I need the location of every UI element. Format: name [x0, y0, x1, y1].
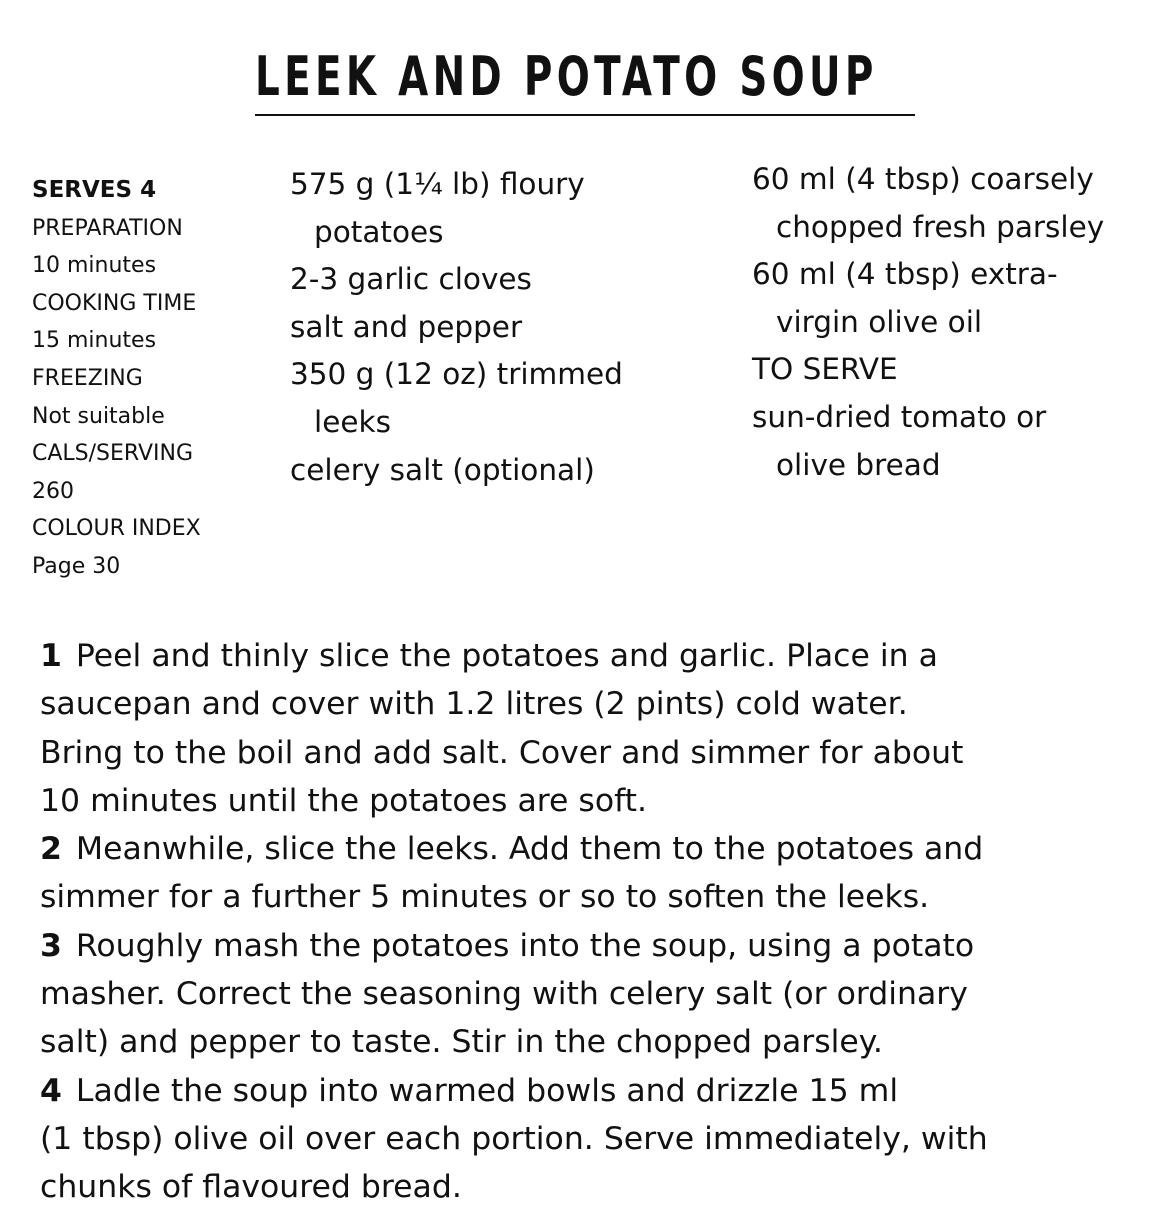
step-number: 1 — [40, 638, 62, 674]
step-text: Roughly mash the potatoes into the soup, using a potato — [75, 927, 975, 964]
step-text: Meanwhile, slice the leeks. Add them to the potatoes and — [75, 831, 984, 868]
step-text: 10 minutes until the potatoes are soft. — [40, 782, 648, 819]
ingredient-line: sun-dried tomato or — [752, 399, 1047, 434]
step-text: Bring to the boil and add salt. Cover and simmer for about — [40, 734, 964, 771]
recipe-meta — [32, 172, 252, 586]
ingredient-line: virgin olive oil — [776, 304, 983, 339]
ingredients-column-1 — [290, 161, 710, 494]
step-text: Peel and thinly slice the potatoes and garlic. Place in a — [75, 638, 938, 674]
ingredient-line: 350 g (12 oz) trimmed — [290, 357, 623, 392]
preparation-label: PREPARATION — [32, 215, 183, 241]
ingredient-line: chopped fresh parsley — [776, 209, 1105, 244]
step-text: chunks of flavoured bread. — [40, 1169, 462, 1206]
ingredient-line: 60 ml (4 tbsp) coarsely — [752, 162, 1094, 196]
ingredient-line: potatoes — [314, 214, 444, 249]
cals-per-serving-label: CALS/SERVING — [32, 441, 194, 467]
cooking-time-label: COOKING TIME — [32, 290, 197, 316]
ingredients-column-2 — [752, 156, 1152, 489]
colour-index-value: Page 30 — [32, 553, 121, 579]
method-step-1 — [40, 632, 1150, 680]
step-number: 4 — [40, 1072, 62, 1109]
cooking-time-value: 15 minutes — [32, 328, 157, 354]
method-step-4 — [40, 1067, 1150, 1115]
ingredient-line: olive bread — [776, 447, 941, 482]
freezing-label: FREEZING — [32, 365, 143, 391]
step-number: 2 — [40, 831, 62, 868]
freezing-value: Not suitable — [32, 403, 165, 429]
method-step-2 — [40, 825, 1150, 873]
ingredient-line: 60 ml (4 tbsp) extra- — [752, 257, 1058, 292]
preparation-value: 10 minutes — [32, 253, 157, 279]
method-step-3 — [40, 922, 1150, 970]
step-number: 3 — [40, 927, 62, 964]
method-steps — [40, 632, 1150, 1212]
ingredient-line: 2-3 garlic cloves — [290, 262, 532, 297]
step-text: simmer for a further 5 minutes or so to soften the leeks. — [40, 879, 930, 916]
colour-index-label: COLOUR INDEX — [32, 516, 201, 542]
step-text: (1 tbsp) olive oil over each portion. Serve immediately, with — [40, 1120, 988, 1157]
recipe-title: LEEK AND POTATO SOUP — [255, 45, 878, 108]
ingredient-line: leeks — [314, 404, 391, 439]
step-text: salt) and pepper to taste. Stir in the chopped parsley. — [40, 1024, 883, 1061]
cals-per-serving-value: 260 — [32, 478, 74, 504]
title-underline — [255, 114, 915, 116]
serves-label: SERVES 4 — [32, 177, 157, 203]
to-serve-heading: TO SERVE — [752, 352, 898, 387]
step-text: masher. Correct the seasoning with celery salt (or ordinary — [40, 976, 968, 1013]
ingredient-line: salt and pepper — [290, 309, 523, 344]
ingredient-line: 575 g (1¼ lb) floury — [290, 167, 585, 201]
step-text: Ladle the soup into warmed bowls and drizzle 15 ml — [75, 1072, 899, 1109]
ingredient-line: celery salt (optional) — [290, 452, 595, 487]
step-text: saucepan and cover with 1.2 litres (2 pints) cold water. — [40, 686, 908, 723]
